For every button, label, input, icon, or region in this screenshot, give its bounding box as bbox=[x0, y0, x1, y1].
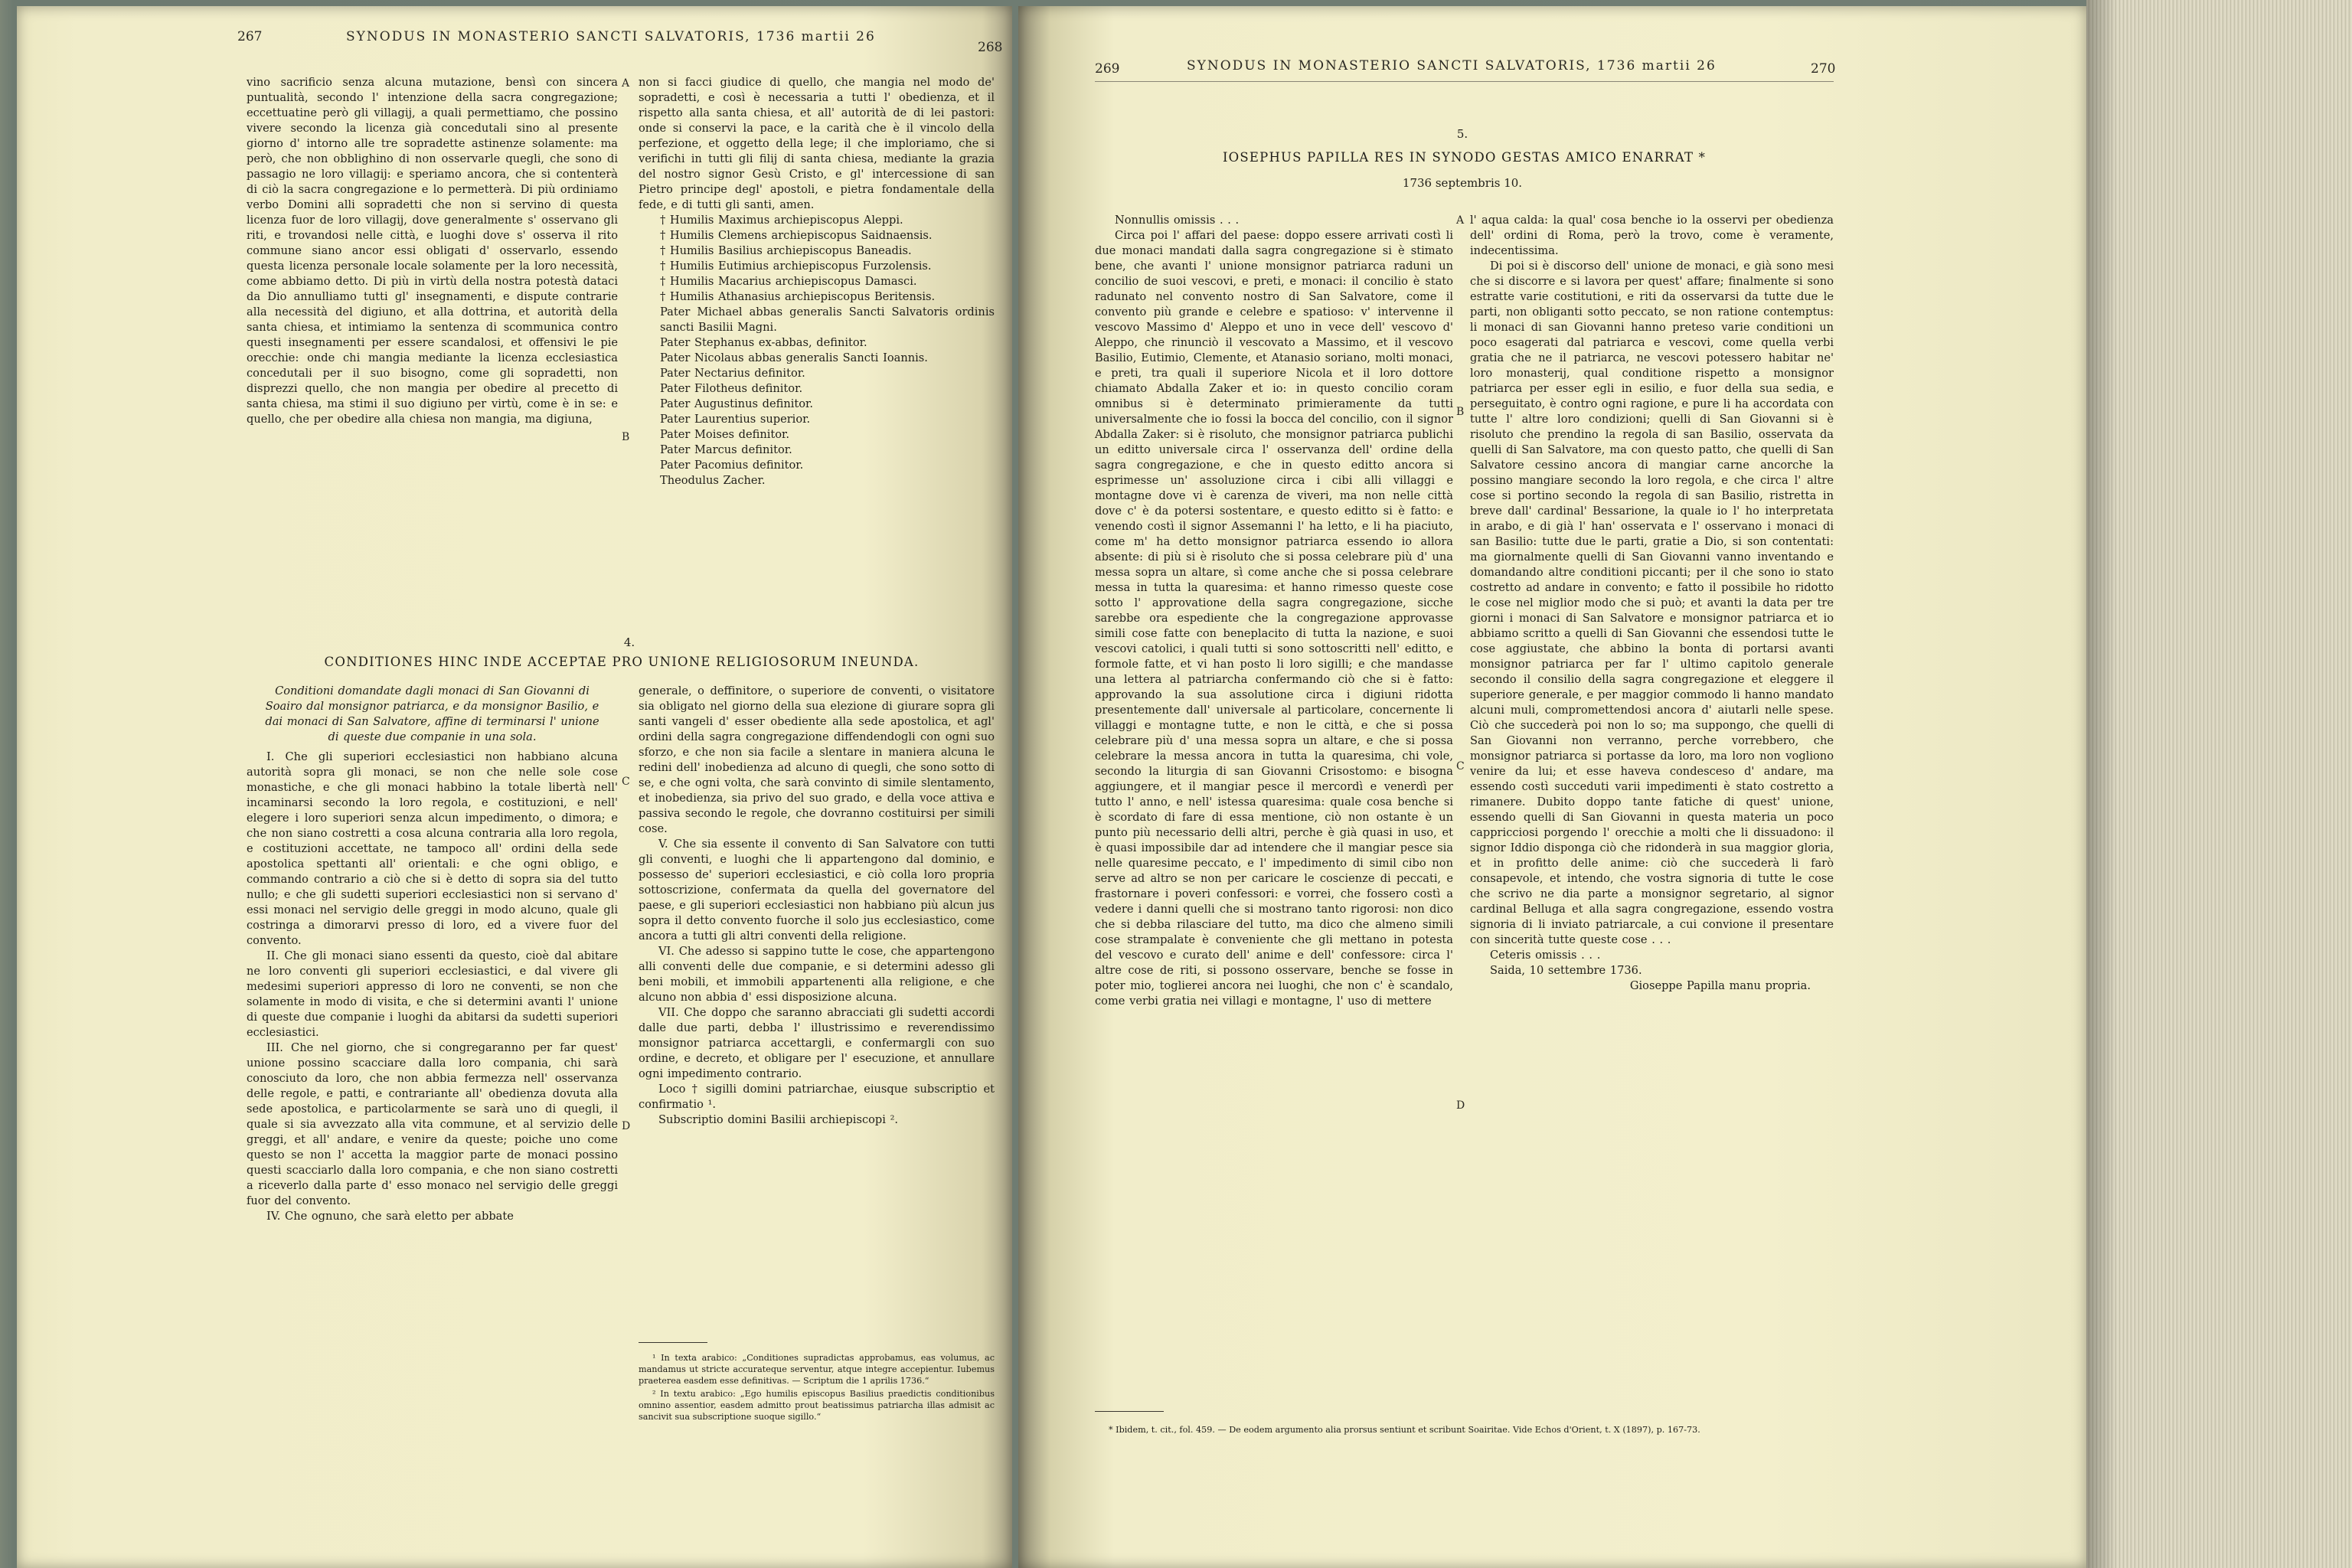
condition-7: VII. Che doppo che saranno abracciati gli sudetti accordi dalle due parti, debba l' illustrissimo e reverendissimo monsignor patriarca accettargli, e confermargli con suo ordine, e decreto, et obligare per l' esecuzione, et annullare ogni impedimento contrario. bbox=[639, 1006, 995, 1080]
right-col1 bbox=[1095, 213, 1453, 1009]
signature: Pater Moises definitor. bbox=[660, 428, 790, 441]
left-col2-bottom bbox=[639, 684, 995, 1128]
left-footnotes bbox=[639, 1352, 995, 1424]
signature: † Humilis Athanasius archiepiscopus Beritensis. bbox=[660, 290, 936, 303]
margin-letter-a: A bbox=[622, 77, 630, 90]
footnote-star: * Ibidem, t. cit., fol. 459. — De eodem argumento alia prorsus sentiunt et scribunt Soairitae. Vide Echos d'Orient, t. X (1897), p. 167-73. bbox=[1109, 1425, 1700, 1435]
right-page bbox=[1018, 6, 2086, 1568]
margin-letter-c: C bbox=[622, 776, 630, 788]
condition-4-start: IV. Che ognuno, che sarà eletto per abbate bbox=[266, 1210, 514, 1223]
footnote-2: ² In textu arabico: „Ego humilis episcopus Basilius praedictis conditionibus omnino assentior, easdem admitto prout beatissimus patriarcha illas admisit ac sancivit sua subscriptione suoque sigillo.“ bbox=[639, 1389, 995, 1422]
page-number-270: 270 bbox=[1811, 61, 1836, 77]
right-footnote bbox=[1095, 1424, 1834, 1437]
omission-note: Nonnullis omissis . . . bbox=[1115, 214, 1240, 227]
signature: † Humilis Maximus archiepiscopus Aleppi. bbox=[660, 214, 903, 227]
running-head-right: SYNODUS IN MONASTERIO SANCTI SALVATORIS, 1736 martii 26 bbox=[1187, 58, 1717, 74]
margin-letter-d: D bbox=[622, 1120, 631, 1132]
place-date: Saida, 10 settembre 1736. bbox=[1490, 964, 1642, 977]
signature: Gioseppe Papilla manu propria. bbox=[1629, 979, 1811, 992]
left-page bbox=[17, 6, 1012, 1568]
signature: † Humilis Eutimius archiepiscopus Furzolensis. bbox=[660, 260, 932, 273]
paragraph: non si facci giudice di quello, che mangia nel modo de' sopradetti, e così è necessaria a tutti l' obedienza, et il rispetto alla santa chiesa, et all' autorità de di lei pastori: onde si conservi la pace, e la carità che è il vincolo della perfezione, et oggetto della lege; il che imploriamo, che si verifichi in tutti gli filij di santa chiesa, mediante la grazia del nostro signor Gesù Cristo, e gl' intercessione di san Pietro principe degl' apostoli, e pietra fondamentale della fede, e di tutti gli santi, amen. bbox=[639, 76, 995, 211]
margin-letter-b: B bbox=[1456, 406, 1465, 418]
signature: † Humilis Basilius archiepiscopus Baneadis. bbox=[660, 244, 912, 257]
signature: Pater Michael abbas generalis Sancti Salvatoris ordinis sancti Basilii Magni. bbox=[660, 305, 995, 334]
paragraph: generale, o deffinitore, o superiore de conventi, o visitatore sia obligato nel giorno della sua elezione di giurare sopra gli santi vangeli d' esser obediente alla sede apostolica, et agl' ordini della sagra congregazione diffendendogli con ogni suo sforzo, e che non sia facile a slentare in maniera alcuna le redini dell' inobedienza ad alcuno di quegli, che sono sotto di se, e che ogni volta, che sarà convinto di simile slentamento, et inobedienza, sia privo del suo grado, e della voce attiva e passiva secondo le regole, che dovranno costituirsi per simili cose. bbox=[639, 684, 995, 835]
signature: † Humilis Macarius archiepiscopus Damasci. bbox=[660, 275, 917, 288]
signature: Pater Stephanus ex-abbas, definitor. bbox=[660, 336, 867, 349]
footnote-rule bbox=[639, 1342, 707, 1343]
header-rule bbox=[1095, 81, 1834, 82]
page-number-268: 268 bbox=[978, 40, 1003, 55]
condition-3: III. Che nel giorno, che si congregaranno per far quest' unione possino scacciare dalla loro compania, chi sarà conosciuto da loro, che non abbia fermezza nell' osservanza delle regole, e patti, e contrariante all' obedienza dovuta alla sede apostolica, e particolarmente se sarà uno di quegli, il quale si sia avvezzato alla vita commune, et al servizio delle greggi, et all' andare, e venire da queste; poiche uno come questo se non l' accetta la maggior parte de monaci possino questi scacciarlo dalla loro compania, e che non siano costretti a riceverlo dalla parte d' esso monaco nel servigio delle greggi fuor del convento. bbox=[247, 1041, 618, 1207]
condition-5: V. Che sia essente il convento di San Salvatore con tutti gli conventi, e luoghi che li appartengono dal dominio, e possesso de' superiori ecclesiastici, e ciò colla loro propria sottoscrizione, confermata da quella del governatore del paese, e gli superiori ecclesiastici non habbiano più alcun jus sopra il detto convento fuorche il solo jus ecclesiastico, come ancora a tutti gli altri conventi della religione. bbox=[639, 838, 995, 942]
running-head-left: SYNODUS IN MONASTERIO SANCTI SALVATORIS, 1736 martii 26 bbox=[346, 29, 876, 44]
right-col2 bbox=[1470, 213, 1834, 994]
page-number-269: 269 bbox=[1095, 61, 1120, 77]
paragraph: l' aqua calda: la qual' cosa benche io la osservi per obedienza dell' ordini di Roma, però la trovo, come è veramente, indecentissima. bbox=[1470, 214, 1834, 257]
left-col1-bottom bbox=[247, 684, 618, 1224]
condition-2: II. Che gli monaci siano essenti da questo, cioè dal abitare ne loro conventi gli superiori ecclesiastici, e dal vivere gli medesimi superiori appresso di loro ne conventi, se non che solamente in modo di visita, e che si determini avanti l' unione di queste due companie i luoghi da abitarsi da sudetti superiori ecclesiastici. bbox=[247, 949, 618, 1039]
section-title-5: IOSEPHUS PAPILLA RES IN SYNODO GESTAS AMICO ENARRAT * bbox=[1222, 150, 1707, 165]
left-col2-top bbox=[639, 75, 995, 488]
signature: Pater Pacomius definitor. bbox=[660, 459, 804, 472]
signature: Pater Filotheus definitor. bbox=[660, 382, 803, 395]
seal-note: Loco † sigilli domini patriarchae, eiusque subscriptio et confirmatio ¹. bbox=[639, 1083, 995, 1111]
signature: Pater Augustinus definitor. bbox=[660, 397, 814, 410]
margin-letter-c: C bbox=[1456, 760, 1465, 773]
page-edges bbox=[2086, 0, 2352, 1568]
signature: Pater Marcus definitor. bbox=[660, 443, 792, 456]
italic-intro: Conditioni domandate dagli monaci di San Giovanni di Soairo dal monsignor patriarca, e da monsignor Basilio, e dai monaci di San Salvatore, affine di terminarsi l' unione di queste due companie in una sola. bbox=[265, 684, 599, 743]
margin-letter-a: A bbox=[1456, 214, 1465, 227]
footnote-rule bbox=[1095, 1411, 1164, 1412]
section-title-4: CONDITIONES HINC INDE ACCEPTAE PRO UNIONE RELIGIOSORUM INEUNDA. bbox=[324, 655, 920, 669]
paragraph: vino sacrificio senza alcuna mutazione, bensì con sincera puntualità, secondo l' intenzione della sacra congregazione; eccettuatine però gli villagij, a quali permettiamo, che possino vivere secondo la licenza già concedutali sino al presente giorno d' intorno alle tre sopradette astinenze solamente: ma però, che non obblighino di non osservarle quegli, che sono di passagio ne loro villagij: e speriamo ancora, che si contenterà di ciò la sacra congregazione e lo permetterà. Di più ordiniamo verbo Domini alli sopradetti che non si servino di questa licenza fuor de loro villagij, dove generalmente s' osservano gli riti, e trovandosi nelle città, e luoghi dove s' osserva il rito commune siano ancor essi obligati d' osservarlo, essendo questa licenza personale locale solamente per la loro necessità, come abbiamo detto. Di più in virtù della nostra potestà dataci da Dio annulliamo tutti gl' insegnamenti, e dispute contrarie alla necessità del digiuno, et alla dottrina, et autorità della santa chiesa, et intimiamo la sentenza di scommunica contro questi insegnamenti per essere scandalosi, et offensivi le pie orecchie: onde chi mangia mediante la licenza ecclesiastica concedutali per il suo bisogno, come gli sopradetti, non disprezzi quello, che non mangia per obedire al precetto di santa chiesa, ma stimi il suo digiuno per virtù, come è in se: e quello, che per obedire alla chiesa non mangia, ma digiuna, bbox=[247, 76, 618, 426]
section-date: 1736 septembris 10. bbox=[1402, 176, 1523, 190]
section-number-5: 5. bbox=[1456, 127, 1468, 141]
omission-note: Ceteris omissis . . . bbox=[1490, 949, 1601, 962]
signature: Pater Nicolaus abbas generalis Sancti Ioannis. bbox=[660, 351, 928, 364]
section-number-4: 4. bbox=[623, 635, 635, 649]
signature: † Humilis Clemens archiepiscopus Saidnaensis. bbox=[660, 229, 933, 242]
margin-letter-b: B bbox=[622, 431, 630, 443]
condition-1: I. Che gli superiori ecclesiastici non habbiano alcuna autorità sopra gli monaci, se non che nelle sole cose monastiche, e che gli monaci habbino la totale libertà nell' incaminarsi secondo la loro regola, e costituzioni, e nell' elegere i loro superiori senza alcun impedimento, o dimora; e che non siano costretti a cosa alcuna contraria alla loro regola, e costituzioni accettate, ne tampoco all' ordini della sede apostolica spettanti all' orientali: e che ogni obligo, e commando contrario a ciò che si è detto di sopra sia del tutto nullo; e che gli sudetti superiori ecclesiastici non si servano d' essi monaci nel servigio delle greggi in modo alcuno, quale gli costringa a dimorarvi presso di loro, ed a vivere fuor del convento. bbox=[247, 750, 618, 947]
signature: Pater Nectarius definitor. bbox=[660, 367, 805, 380]
left-col1-top bbox=[247, 75, 618, 427]
footnote-1: ¹ In texta arabico: „Conditiones supradictas approbamus, eas volumus, ac mandamus ut stricte accurateque serventur, atque integre accepientur. Iubemus praeterea easdem esse definitivas. — Scriptum die 1 aprilis 1736.“ bbox=[639, 1353, 995, 1386]
paragraph: Di poi si è discorso dell' unione de monaci, e già sono mesi che si discorre e si lavora per quest' affare; finalmente si sono estratte varie costitutioni, e riti da osservarsi da tutte due le parti, non obliganti sotto peccato, se non ratione contemptus: li monaci di san Giovanni hanno preteso varie conditioni un poco esagerati dal patriarca e vescovi, come quella verbi gratia che ne il patriarca, ne vescovi potessero habitar ne' loro monasterij, qual conditione rispetto a monsignor patriarca per esser egli in esilio, e fuor della sua sedia, e perseguitato, è contro ogni ragione, e pure li ha accordata con tutte l' altre loro condizioni; quelli di San Giovanni si è risoluto che prendino la regola di san Basilio, osservata da quelli di San Salvatore, ma con questo patto, che quelli di San Salvatore cessino ancora di mangiar carne ancorche la possino mangiare secondo la loro regola, e che circa l' altre cose si portino secondo la regola di san Basilio, ristretta in breve dall' cardinal' Bessarione, la quale io l' ho interpretata in arabo, e di già l' han' osservata e l' osservano i monaci di san Basilio: tutte due le parti, gratie a Dio, si son contentati: ma giornalmente quelli di San Giovanni vanno inventando e domandando altre conditioni piccanti; per il che sono io stato costretto ad andare in convento; e fatto il possibile ho ridotto le cose nel miglior modo che si può; et avanti la data per tre giorni i monaci di San Salvatore e monsignor patriarca et io abbiamo scritto a quelli di San Giovanni che essendosi tutte le cose aggiustate, che abbino la bonta di portarsi avanti monsignor patriarca per far l' ultimo capitolo generale secondo il consilio della sagra congregazione et eleggere il superiore generale, e per maggior commodo li hanno mandato alcuni muli, compromettendosi ancora d' aiutarli nelle spese. Ciò che succederà poi non lo so; ma suppongo, che quelli di San Giovanni non verranno, perche vorrebbero, che monsignor patriarca si portasse da loro, ma loro non vogliono venire da lui; et esse haveva condesceso d' andare, ma essendo costì succeduti varii impedimenti è stato costretto a rimanere. Dubito doppo tante fatiche di quest' unione, essendo quelli di San Giovanni in questa materia un poco cappricciosi porgendo l' orecchie a molti che li dissuadono: il signor Iddio disponga ciò che ridonderà in sua maggior gloria, et in profitto delle anime: ciò che succederà li farò consapevole, et intendo, che vostra signoria di tutte le cose che scrivo ne dia parte a monsignor segretario, al signor cardinal Belluga et alla sagra congregazione, essendo vostra signoria di li inviato patriarcale, a cui convione il presentare con sincerità tutte queste cose . . . bbox=[1470, 260, 1834, 946]
signature: Pater Laurentius superior. bbox=[660, 413, 811, 426]
margin-letter-d: D bbox=[1456, 1099, 1465, 1112]
page-number-267: 267 bbox=[237, 29, 263, 44]
subscription-note: Subscriptio domini Basilii archiepiscopi ². bbox=[658, 1113, 899, 1126]
paragraph: Circa poi l' affari del paese: doppo essere arrivati costì li due monaci mandati dalla sagra congregazione si è stimato bene, che avanti l' unione monsignor patriarca raduni un concilio de suoi vescovi, e preti, e monaci: il concilio è stato radunato nel convento nostro di San Salvatore, come il convento più grande e celebre e spatioso: v' intervenne il vescovo Massimo d' Aleppo et uno in vece dell' vescovo d' Aleppo, che rinunciò il vescovato a Massimo, et il vescovo Basilio, Eutimio, Clemente, et Atanasio soriano, molti monaci, e preti, tra quali il superiore Nicola et il loro dottore chiamato Abdalla Zaker et io: in questo concilio coram omnibus si è determinato primieramente da tutti universalmente che io fossi la bocca del concilio, con il signor Abdalla Zaker: si è risoluto, che monsignor patriarca publichi un editto universale circa l' osservanza dell' ordine della sagra congregazione, e che in questo editto ancora si esprimesse un' assoluzione circa i cibi alli villaggi e montagne dove vi è carenza de viveri, ma non nelle città dove c' è da potersi sostentare, e questo editto si è fatto: e venendo costì il signor Assemanni l' ha letto, e li ha piaciuto, come m' ha detto monsignor patriarca essendo io allora absente: di più si è risoluto che si possa celebrare più d' una messa sopra un altare, sì come anche che si possa celebrare messa in tutta la quaresima: et hanno rimesso queste cose sotto l' approvatione della sagra congregazione, sicche sarebbe ora espediente che la congregazione approvasse simili cose fatte con beneplacito di tutta la nazione, e suoi vescovi catolici, i quali tutti si sono sottoscritti nell' editto, e formole fatte, et vi han posto li loro sigilli; e che mandasse una lettera al patriarcha confermando ciò che si è fatto: approvando la sua assolutione circa i digiuni ridotta presentemente dall' universale al particolare, concernente li villaggi e montagne tutte, e non le città, e che si possa celebrare più d' una messa sopra un altare, e che si possa celebrare la messa ancora in tutta la quaresima, chi vole, secondo la liturgia di san Giovanni Crisostomo: e bisogna aggiungere, et il mangiar pesce il mercordì e venerdì per tutto l' anno, e nell' istessa quaresima: quale cosa benche si è scordato di fare di essa mentione, ciò non ostante è un punto più necessario delli altri, perche è già quasi in uso, et è quasi impossibile dar ad intendere che il mangiar pesce sia nelle quaresime peccato, e l' impedimento di simil cibo non serve ad altro se non per caricare le coscienze di peccati, e frastornare i poveri confessori: e vorrei, che fossero costì a vedere i danni quelli che si mostrano tanto rigorosi: non dico che si debba rilasciare del tutto, ma dico che almeno simili cose strampalate è conveniente che gli mettano in potesta del vescovo e curato dell' anime e dell' confessore: circa l' altre cose de riti, si possono osservare, benche se fosse in poter mio, toglierei ancora nei luoghi, che non c' è scandalo, come verbi gratia nei villagi e montagne, l' uso di mettere bbox=[1095, 229, 1453, 1008]
condition-6: VI. Che adesso si sappino tutte le cose, che appartengono alli conventi delle due companie, e si determini adesso gli beni mobili, et immobili appartenenti alla religione, e che alcuno non abbia d' essi disposizione alcuna. bbox=[639, 945, 995, 1004]
signature: Theodulus Zacher. bbox=[660, 474, 766, 487]
